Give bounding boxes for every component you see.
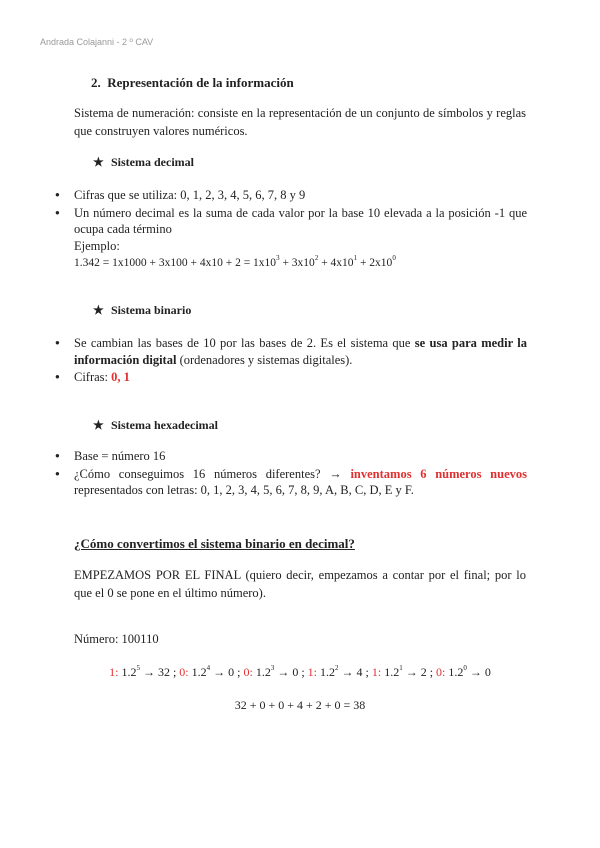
- example-label: Ejemplo:: [74, 238, 120, 253]
- conversion-term: 1: $1.2^1 \to 2$ ;: [368, 664, 434, 679]
- list-item: [55, 205, 527, 272]
- conversion-term: 0: $1.2^3 \to 0$ ;: [240, 664, 305, 679]
- star-icon: ★: [93, 155, 104, 169]
- list-item-text: Un número decimal es la suma de cada valor por la base 10 elevada a la posición -1 que ocupa cada término: [74, 205, 527, 236]
- list-item: ● Se cambian las bases de 10 por las bases de 2. Es el sistema que se usa para medir la información digital (ordenadores y sistemas digitales).: [55, 335, 527, 368]
- conversion-term: 0: $1.2^0 \to 0$: [433, 664, 491, 679]
- question-heading: ¿Cómo convertimos el sistema binario en decimal?: [74, 536, 355, 551]
- example-equation: $1.342 = 1x1000 + 3x100 + 4x10 + 2 = 1x10^3 + 3x10^2 + 4x10^1 + 2x10^0$: [74, 254, 396, 269]
- list-item: ● Base = número 16: [55, 448, 527, 465]
- subheading-decimal-text: Sistema decimal: [111, 155, 194, 169]
- list-item: [55, 187, 527, 204]
- conversion-term: 0: $1.2^4 \to 0$ ;: [176, 664, 241, 679]
- star-icon: ★: [93, 418, 104, 432]
- section-title-text: Representación de la información: [107, 75, 294, 90]
- list-item: ● Cifras: 0, 1: [55, 369, 527, 386]
- page-header: Andrada Colajanni - 2 º CAV: [40, 37, 154, 47]
- subheading-binario: [93, 303, 191, 318]
- hexadecimal-list: [55, 448, 527, 500]
- list-item: ● ¿Cómo conseguimos 16 números diferentes? → inventamos 6 números nuevos representados con letras: 0, 1, 2, 3, 4, 5, 6, 7, 8, 9, A, B, C, D, E y F.: [55, 466, 527, 499]
- number-label: Número: 100110: [74, 632, 159, 646]
- star-icon: ★: [93, 303, 104, 317]
- empezamos-paragraph: EMPEZAMOS POR EL FINAL (quiero decir, empezamos a contar por el final; por lo que el 0 se pone en el último número).: [74, 568, 526, 600]
- binario-list: [55, 335, 527, 387]
- subheading-hexadecimal-text: Sistema hexadecimal: [111, 418, 218, 432]
- sum-line: 32 + 0 + 0 + 4 + 2 + 0 = 38: [234, 698, 366, 712]
- conversion-term: 1: $1.2^2 \to 4$ ;: [304, 664, 369, 679]
- conversion-term: 1: $1.2^5 \to 32$ ;: [109, 664, 177, 679]
- intro-paragraph: Sistema de numeración: consiste en la representación de un conjunto de símbolos y reglas que construyen valores numéricos.: [74, 106, 526, 138]
- section-title: [91, 75, 294, 91]
- conversion-line: [0, 665, 600, 680]
- subheading-binario-text: Sistema binario: [111, 303, 192, 317]
- subheading-hexadecimal: [93, 418, 218, 433]
- section-number: 2.: [91, 75, 101, 90]
- subheading-decimal: [93, 155, 194, 170]
- list-item-text: Cifras que se utiliza: 0, 1, 2, 3, 4, 5, 6, 7, 8 y 9: [74, 188, 306, 202]
- decimal-list: [55, 187, 527, 273]
